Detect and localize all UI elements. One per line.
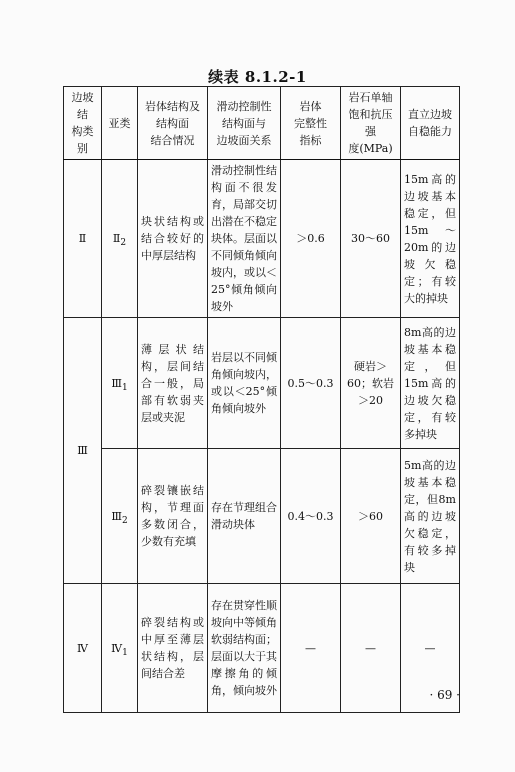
relation-cell: 滑动控制性结构面不很发育，局部交切出潜在不稳定块体。层面以不同倾角倾向坡内，或以＜25°倾角倾向坡外 <box>208 160 281 318</box>
slope-category-cell: Ⅱ <box>64 160 102 318</box>
subclass-cell: $Ⅳ_1$ <box>102 584 138 713</box>
relation-cell: 存在贯穿性顺坡向中等倾角软弱结构面；层面以大于其摩擦角的倾角，倾向坡外 <box>208 584 281 713</box>
relation-cell: 存在节理组合滑动块体 <box>208 449 281 584</box>
integrity-cell: — <box>281 584 341 713</box>
stability-cell: 8m高的边坡基本稳定，但15m高的边坡欠稳定，有较多掉块 <box>401 318 460 449</box>
structure-cell: 碎裂镶嵌结构，节理面多数闭合，少数有充填 <box>138 449 208 584</box>
table-row <box>64 318 460 449</box>
strength-cell: 30～60 <box>341 160 401 318</box>
strength-cell: ＞60 <box>341 449 401 584</box>
table-row <box>64 160 460 318</box>
table-header-row <box>64 87 460 160</box>
stability-cell: 5m高的边坡基本稳定，但8m高的边坡欠稳定，有较多掉块 <box>401 449 460 584</box>
header-integrity-index: 岩体 完整性 指标 <box>281 87 341 160</box>
table-row <box>64 449 460 584</box>
subclass-cell: $Ⅲ_1$ <box>102 318 138 449</box>
slope-classification-table <box>63 86 460 713</box>
subclass-cell: $Ⅲ_2$ <box>102 449 138 584</box>
table-caption: 续表 8.1.2-1 <box>208 68 307 86</box>
relation-cell: 岩层以不同倾角倾向坡内，或以＜25°倾角倾向坡外 <box>208 318 281 449</box>
page-number: · 69 · <box>429 688 460 702</box>
structure-cell: 碎裂结构或中厚至薄层状结构，层间结合差 <box>138 584 208 713</box>
header-compressive-strength: 岩石单轴 饱和抗压强 度(MPa) <box>341 87 401 160</box>
strength-cell: — <box>341 584 401 713</box>
header-rock-structure: 岩体结构及 结构面 结合情况 <box>138 87 208 160</box>
slope-category-cell: Ⅳ <box>64 584 102 713</box>
structure-cell: 块状结构或结合较好的中厚层结构 <box>138 160 208 318</box>
header-self-stability: 直立边坡 自稳能力 <box>401 87 460 160</box>
header-subclass: 亚类 <box>102 87 138 160</box>
integrity-cell: 0.5～0.3 <box>281 318 341 449</box>
stability-cell: — <box>401 584 460 713</box>
strength-cell: 硬岩＞60；软岩＞20 <box>341 318 401 449</box>
slope-category-cell: Ⅲ <box>64 318 102 584</box>
stability-cell: 15m高的边坡基本稳定，但15m～20m的边坡欠稳定；有较大的掉块 <box>401 160 460 318</box>
structure-cell: 薄层状结构，层间结合一般，局部有软弱夹层或夹泥 <box>138 318 208 449</box>
header-sliding-control: 滑动控制性 结构面与 边坡面关系 <box>208 87 281 160</box>
header-slope-category: 边坡结 构类别 <box>64 87 102 160</box>
integrity-cell: 0.4～0.3 <box>281 449 341 584</box>
integrity-cell: ＞0.6 <box>281 160 341 318</box>
subclass-cell: $Ⅱ_2$ <box>102 160 138 318</box>
